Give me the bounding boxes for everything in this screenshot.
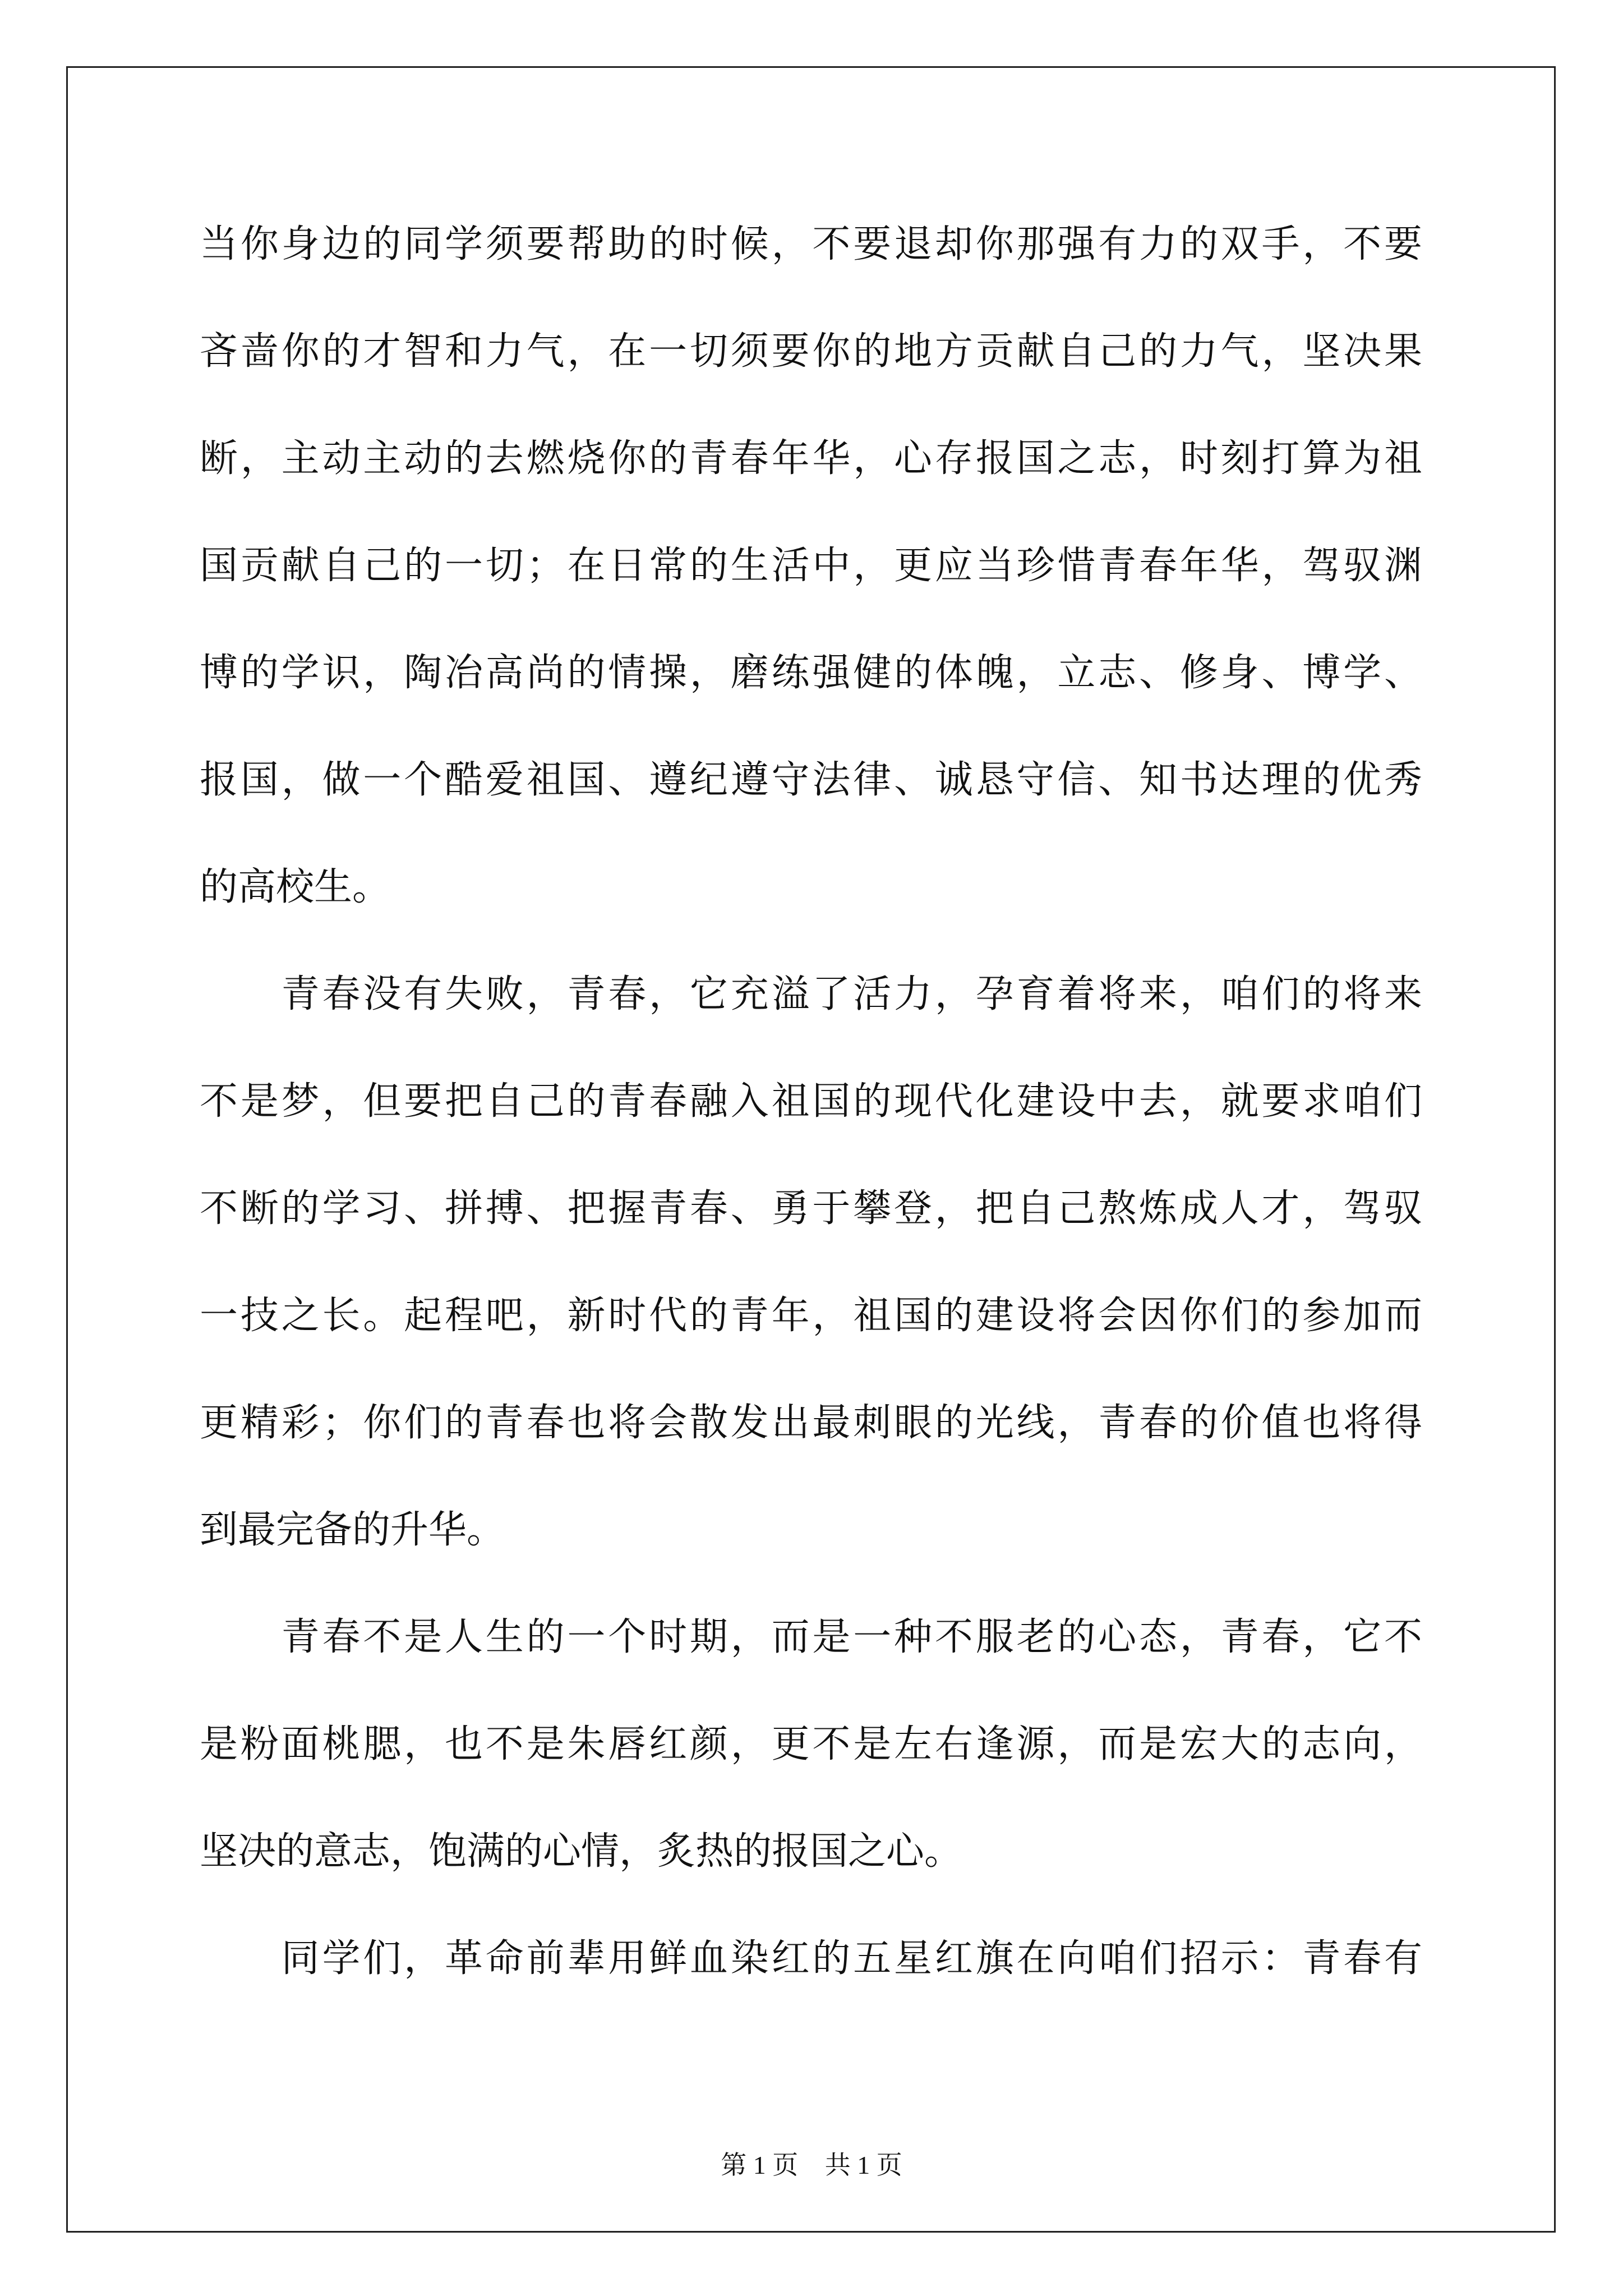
- text-line: 到最完备的升华。: [200, 1508, 505, 1552]
- text-line: 的高校生。: [200, 865, 391, 909]
- text-line: 断，主动主动的去燃烧你的青春年华，心存报国之志，时刻打算为祖: [200, 436, 1422, 481]
- text-line: 当你身边的同学须要帮助的时候，不要退却你那强有力的双手，不要: [200, 222, 1422, 266]
- text-line: 是粉面桃腮，也不是朱唇红颜，更不是左右逢源，而是宏大的志向，: [200, 1722, 1422, 1766]
- text-line: 坚决的意志，饱满的心情，炙热的报国之心。: [200, 1829, 963, 1874]
- text-line: 博的学识，陶冶高尚的情操，磨练强健的体魄，立志、修身、博学、: [200, 651, 1422, 695]
- text-line: 更精彩；你们的青春也将会散发出最刺眼的光线，青春的价值也将得: [200, 1401, 1422, 1445]
- text-line: 吝啬你的才智和力气，在一切须要你的地方贡献自己的力气，坚决果: [200, 329, 1422, 374]
- text-line: 不是梦，但要把自己的青春融入祖国的现代化建设中去，就要求咱们: [200, 1079, 1422, 1124]
- page-footer: [0, 2148, 1623, 2182]
- page-number: 第 1 页: [721, 2151, 799, 2179]
- text-line: 同学们，革命前辈用鲜血染红的五星红旗在向咱们招示：青春有: [200, 1936, 1422, 1981]
- text-line: 国贡献自己的一切；在日常的生活中，更应当珍惜青春年华，驾驭渊: [200, 544, 1422, 588]
- document-body: [200, 191, 1422, 2012]
- text-line: 青春不是人生的一个时期，而是一种不服老的心态，青春，它不: [200, 1615, 1422, 1659]
- page-total: 共 1 页: [824, 2151, 902, 2179]
- text-line: 一技之长。起程吧，新时代的青年，祖国的建设将会因你们的参加而: [200, 1294, 1422, 1338]
- text-line: 不断的学习、拼搏、把握青春、勇于攀登，把自己熬炼成人才，驾驭: [200, 1186, 1422, 1231]
- text-line: 报国，做一个酷爱祖国、遵纪遵守法律、诚恳守信、知书达理的优秀: [200, 758, 1422, 802]
- text-line: 青春没有失败，青春，它充溢了活力，孕育着将来，咱们的将来: [200, 972, 1422, 1016]
